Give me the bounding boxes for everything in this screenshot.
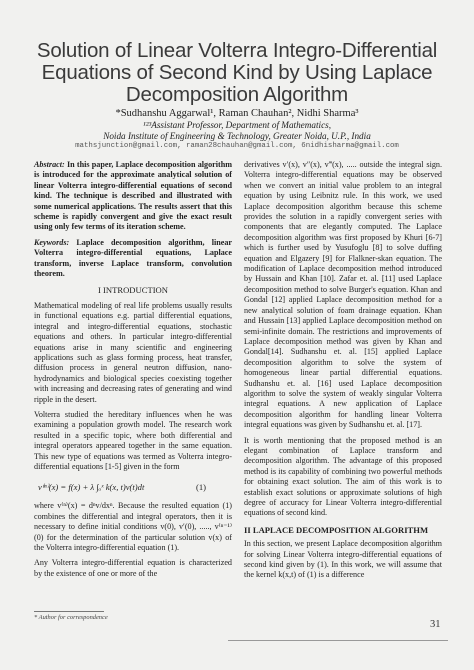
footnote-divider (34, 611, 104, 612)
footnote: * Author for correspondence (34, 614, 108, 621)
keywords-label: Keywords: (34, 237, 70, 247)
left-column (34, 160, 232, 584)
intro-heading: I INTRODUCTION (98, 285, 168, 296)
keywords-text: Laplace decomposition algorithm, linear Volterra integro-differential equations, Laplace transform, inverse Laplace transform, convolution theorem. (34, 237, 232, 279)
right-column (244, 160, 442, 586)
equation-1-body: v⁽ⁿ⁾(x) = f(x) + λ ∫ₐˣ k(x, t)v(t)dt (38, 482, 145, 493)
abstract (34, 160, 232, 233)
body-paragraph: It is worth mentioning that the proposed method is an elegant combination of Laplace transform and decomposition algorithm. The advantage of this proposed method is its capability of combining two powerful methods for obtaining exact solution. The aim of this work is to establish exact solutions or approximate solutions of high degree of accuracy for Linear Volterra integro-differential equations of second kind. (244, 435, 442, 518)
title-line: Equations of Second Kind by Using Laplace (41, 61, 433, 84)
title-line: Decomposition Algorithm (125, 83, 349, 106)
intro-paragraph: Volterra studied the hereditary influences when he was examining a population growth model. The research work resulted in a specific topic, where both differential and integral operators appeared together in the same equation. This new type of equations was termed as Volterra integro-differential equations [1-5] given in the form (34, 409, 232, 471)
body-paragraph: derivatives v′(x), v″(x), v‴(x), ..... outside the integral sign. Volterra integro-differential equations may be observed when we convert an initial value problem to an integral equation by using Leibnitz rule. In this work, we used Laplace decomposition algorithm because this scheme provides the solution in a rapidly convergent series with components that are elegantly computed. The Laplace decomposition algorithm was first proposed by Khuri [6-7] which is further used by Yusufoglu [8] to solve duffing equation and Elgazery [9] for Flalkner-skan equation. The modification of Laplace decomposition method introduced by Hussain and Khan [10]. Zafar et. al. [11] used Laplace decomposition method to solve Burger's equation. Khan and Gondal [12] applied Laplace decomposition method for a new analytical solution of foam drainage equation. Khan and Hussain [13] applied Laplace decomposition method on semi-infinite domain. The restrictions and improvements of Laplace decomposition method was given by Khan and Gondal[14]. Sudhanshu et. al. [15] applied Laplace decomposition algorithm to solve the system of homogeneous linear partial differential equations. Sudhanshu et. al. [16] used Laplace decomposition algorithm to solve the system of weakly singular Volterra integral equations. A new application of Laplace decomposition algorithm for handling linear Volterra integral equations was given by Sudhanshu et. al. [17]. (244, 160, 442, 430)
section-2-heading: II LAPLACE DECOMPOSITION ALGORITHM (244, 524, 429, 535)
equation-1-number: (1) (195, 482, 206, 493)
affiliation-institute: Noida Institute of Engineering & Technology, Greater Noida, U.P., India (103, 131, 371, 141)
affiliation-dept: ¹²³Assistant Professor, Department of Mathematics, (142, 120, 332, 130)
title-line: Solution of Linear Volterra Integro-Differential (36, 39, 438, 62)
intro-paragraph: Any Volterra integro-differential equation is characterized by the existence of one or more of the (34, 558, 232, 578)
paper-title (20, 40, 454, 106)
equation-1 (34, 477, 232, 497)
where-paragraph: where v⁽ⁿ⁾(x) = dⁿv/dxⁿ. Because the resulted equation (1) combines the differential and integral operators, then it is necessary to define initial conditions v(0), v′(0), ....., v⁽ⁿ⁻¹⁾(0) for the determination of the particular solution v(x) of the Volterra integro-differential equation (1). (34, 501, 232, 552)
body-paragraph: In this section, we present Laplace decomposition algorithm for solving Linear Volterra integro-differential equations of second kind given by (1). In this work, we will assume that the kernel k(x,t) of (1) is a difference (244, 539, 442, 580)
intro-paragraph: Mathematical modeling of real life problems usually results in functional equations e.g. partial differential equations, integral and integro-differential equations, stochastic equations and others. In particular integro-differential equations arise in many scientific and engineering applications such as glass forming process, heat transfer, diffusion process in general neutron diffusion, nano-hydrodynamics and biological species coexisting together with increasing and decreasing rates of generating and wind ripple in the desert. (34, 300, 232, 404)
bottom-divider (228, 640, 448, 641)
affiliation (20, 120, 454, 142)
abstract-text: In this paper, Laplace decomposition algorithm is introduced for the approximate analytical solution of linear Volterra integro-differential equations of second kind. The technique is described and illustrated with some numerical applications. The results assert that this scheme is rapidly convergent and give the exact result using only few terms of its iteration scheme. (34, 160, 232, 232)
author-list: *Sudhanshu Aggarwal¹, Raman Chauhan², Nidhi Sharma³ (115, 108, 359, 119)
page-number: 31 (430, 619, 441, 630)
keywords (34, 238, 232, 280)
author-emails: mathsjunction@gmail.com, raman28chauhan@gmail.com, 6nidhisharma@gmail.com (75, 142, 399, 150)
abstract-label: Abstract: (34, 160, 65, 169)
